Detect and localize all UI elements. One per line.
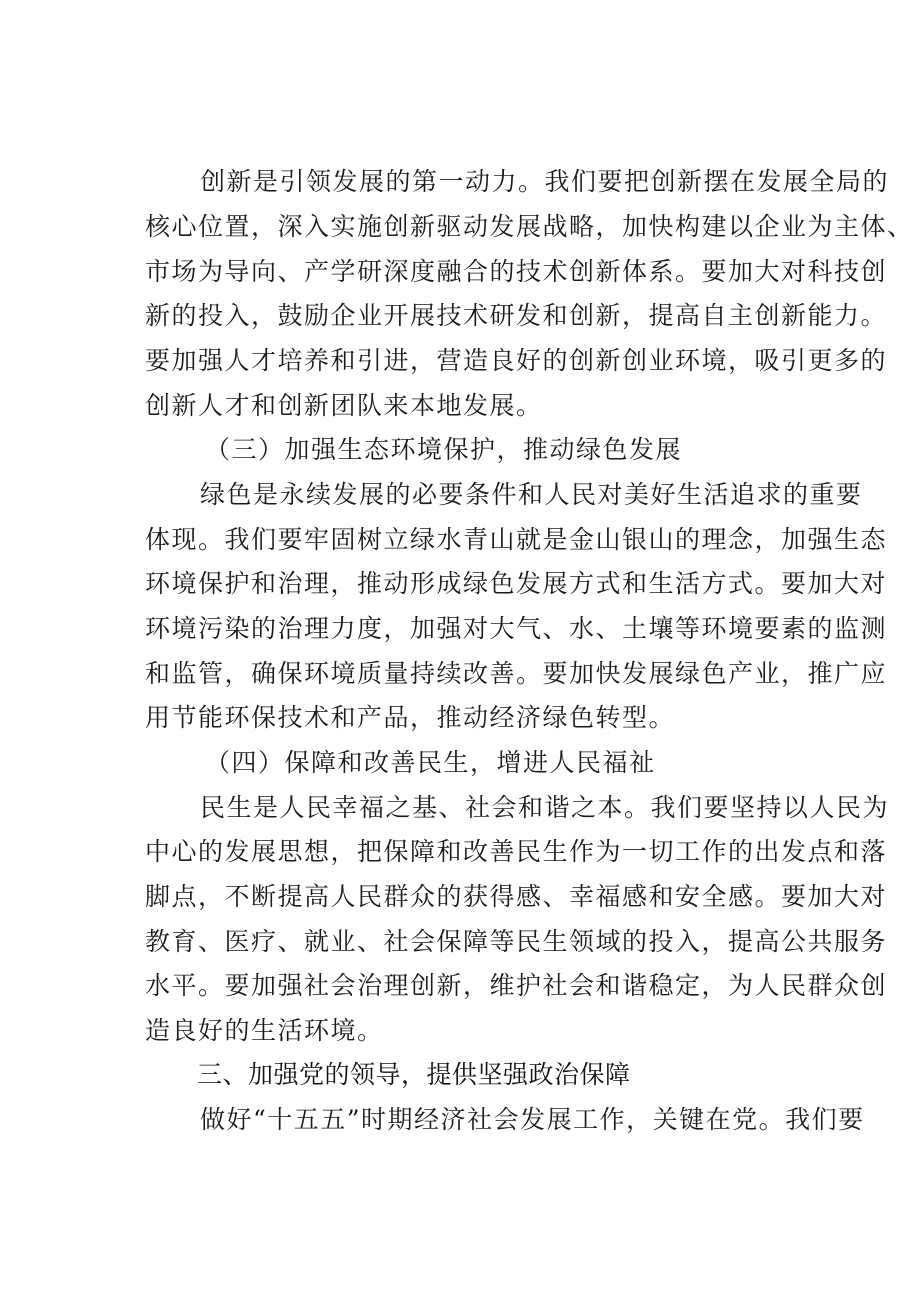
paragraph-innovation-line-3: 市场为导向、产学研深度融合的技术创新体系。要加大对科技创 [145, 257, 888, 286]
paragraph-innovation-line-2: 核心位置，深入实施创新驱动发展战略，加快构建以企业为主体、 [145, 212, 914, 241]
paragraph-green-line-2: 体现。我们要牢固树立绿水青山就是金山银山的理念，加强生态 [145, 525, 888, 554]
paragraph-innovation-line-5: 要加强人才培养和引进，营造良好的创新创业环境，吸引更多的 [145, 346, 888, 375]
paragraph-green-line-4: 环境污染的治理力度，加强对大气、水、土壤等环境要素的监测 [145, 614, 888, 643]
paragraph-party-line-1: 做好“十五五”时期经济社会发展工作，关键在党。我们要 [200, 1105, 865, 1134]
paragraph-green-line-1: 绿色是永续发展的必要条件和人民对美好生活追求的重要 [200, 480, 863, 509]
paragraph-livelihood-line-3: 脚点，不断提高人民群众的获得感、幸福感和安全感。要加大对 [145, 882, 888, 911]
paragraph-green-line-5: 和监管，确保环境质量持续改善。要加快发展绿色产业，推广应 [145, 659, 888, 688]
paragraph-livelihood-line-5: 水平。要加强社会治理创新，维护社会和谐稳定，为人民群众创 [145, 971, 888, 1000]
paragraph-innovation-line-4: 新的投入，鼓励企业开展技术研发和创新，提高自主创新能力。 [145, 301, 888, 330]
paragraph-livelihood-line-4: 教育、医疗、就业、社会保障等民生领域的投入，提高公共服务 [145, 927, 888, 956]
paragraph-livelihood-line-1: 民生是人民幸福之基、社会和谐之本。我们要坚持以人民为 [200, 793, 890, 822]
paragraph-innovation-line-6: 创新人才和创新团队来本地发展。 [145, 391, 543, 420]
paragraph-green-line-6: 用节能环保技术和产品，推动经济绿色转型。 [145, 703, 676, 732]
paragraph-innovation-line-1: 创新是引领发展的第一动力。我们要把创新摆在发展全局的 [200, 167, 890, 196]
section-heading-3: 三、加强党的领导，提供坚强政治保障 [197, 1060, 631, 1089]
paragraph-green-line-3: 环境保护和治理，推动形成绿色发展方式和生活方式。要加大对 [145, 569, 888, 598]
subheading-4: （四）保障和改善民生，增进人民福祉 [205, 748, 656, 777]
paragraph-livelihood-line-6: 造良好的生活环境。 [145, 1016, 384, 1045]
subheading-3: （三）加强生态环境保护，推动绿色发展 [205, 435, 683, 464]
paragraph-livelihood-line-2: 中心的发展思想，把保障和改善民生作为一切工作的出发点和落 [145, 837, 888, 866]
